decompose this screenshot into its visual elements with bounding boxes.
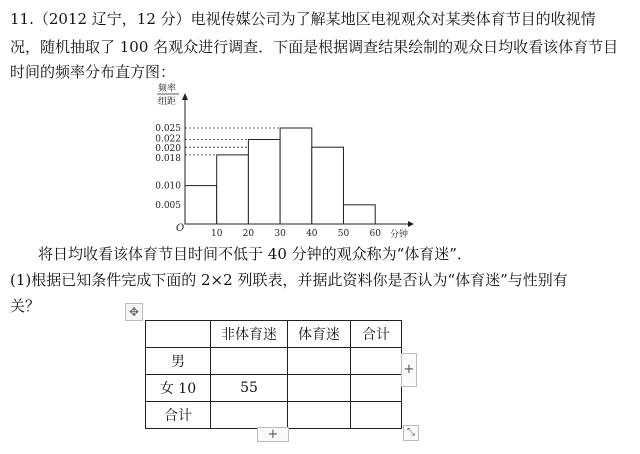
problem-line-2: 况，随机抽取了 100 名观众进行调查．下面是根据调查结果绘制的观众日均收看该体育节目 bbox=[10, 38, 619, 56]
y-tick-label: 0.022 bbox=[155, 134, 181, 145]
problem-line-5: (1)根据已知条件完成下面的 2×2 列联表，并据此资料你是否认为“体育迷”与性别有 bbox=[10, 271, 568, 289]
frequency-histogram bbox=[150, 82, 420, 240]
x-tick-label: 10 bbox=[210, 229, 223, 239]
add-column-button[interactable]: + bbox=[401, 353, 417, 387]
table-cell[interactable] bbox=[351, 402, 402, 429]
x-axis-label: 分钟 bbox=[390, 230, 409, 240]
table-cell[interactable] bbox=[211, 348, 288, 375]
contingency-table bbox=[145, 320, 402, 429]
table-row bbox=[146, 375, 402, 402]
x-tick-label: 60 bbox=[369, 229, 381, 239]
problem-line-4: 将日均收看该体育节目时间不低于 40 分钟的观众称为“体育迷”． bbox=[38, 245, 472, 263]
y-axis-label-top: 频率 bbox=[158, 84, 177, 94]
x-tick-label: 30 bbox=[274, 229, 286, 239]
table-resize-handle-icon[interactable]: ⤡ bbox=[403, 425, 419, 441]
table-cell[interactable] bbox=[288, 375, 351, 402]
table-cell[interactable] bbox=[288, 348, 351, 375]
x-tick-label: 50 bbox=[337, 229, 350, 239]
origin-label: O bbox=[176, 223, 185, 234]
x-axis-arrow-icon bbox=[408, 221, 414, 227]
table-cell[interactable]: 55 bbox=[211, 375, 288, 402]
table-cell[interactable] bbox=[211, 402, 288, 429]
histogram-bar bbox=[312, 147, 344, 224]
table-header-fan: 体育迷 bbox=[288, 321, 351, 348]
y-tick-label: 0.020 bbox=[155, 144, 181, 155]
problem-line-3: 时间的频率分布直方图： bbox=[10, 63, 176, 81]
y-tick-label: 0.018 bbox=[155, 153, 181, 164]
x-tick-label: 40 bbox=[306, 229, 318, 239]
table-cell[interactable] bbox=[351, 375, 402, 402]
histogram-bar bbox=[217, 155, 249, 224]
problem-line-1: 11.（2012 辽宁，12 分）电视传媒公司为了解某地区电视观众对某类体育节目的收视情 bbox=[10, 10, 596, 28]
table-cell[interactable]: 男 bbox=[146, 348, 211, 375]
table-move-handle-icon[interactable]: ✥ bbox=[125, 303, 143, 321]
table-header-corner bbox=[146, 321, 211, 348]
problem-line-6: 关？ bbox=[10, 297, 41, 315]
add-row-button[interactable]: + bbox=[257, 427, 289, 442]
table-header-total: 合计 bbox=[351, 321, 402, 348]
y-tick-label: 0.010 bbox=[155, 181, 181, 192]
y-axis-arrow-icon bbox=[182, 93, 188, 100]
y-tick-label: 0.005 bbox=[155, 200, 181, 211]
histogram-bar bbox=[248, 140, 280, 224]
y-tick-label: 0.025 bbox=[155, 124, 181, 134]
y-axis-label-bottom: 组距 bbox=[158, 97, 177, 107]
histogram-bar bbox=[280, 128, 312, 224]
table-header-non-fan: 非体育迷 bbox=[211, 321, 288, 348]
histogram-bar bbox=[185, 186, 217, 224]
table-cell[interactable] bbox=[288, 402, 351, 429]
histogram-bar bbox=[344, 205, 376, 224]
table-row bbox=[146, 402, 402, 429]
table-cell[interactable]: 女 10 bbox=[146, 375, 211, 402]
table-row bbox=[146, 348, 402, 375]
table-cell[interactable] bbox=[351, 348, 402, 375]
table-cell[interactable]: 合计 bbox=[146, 402, 211, 429]
x-tick-label: 20 bbox=[242, 229, 255, 239]
table-header-row bbox=[146, 321, 402, 348]
